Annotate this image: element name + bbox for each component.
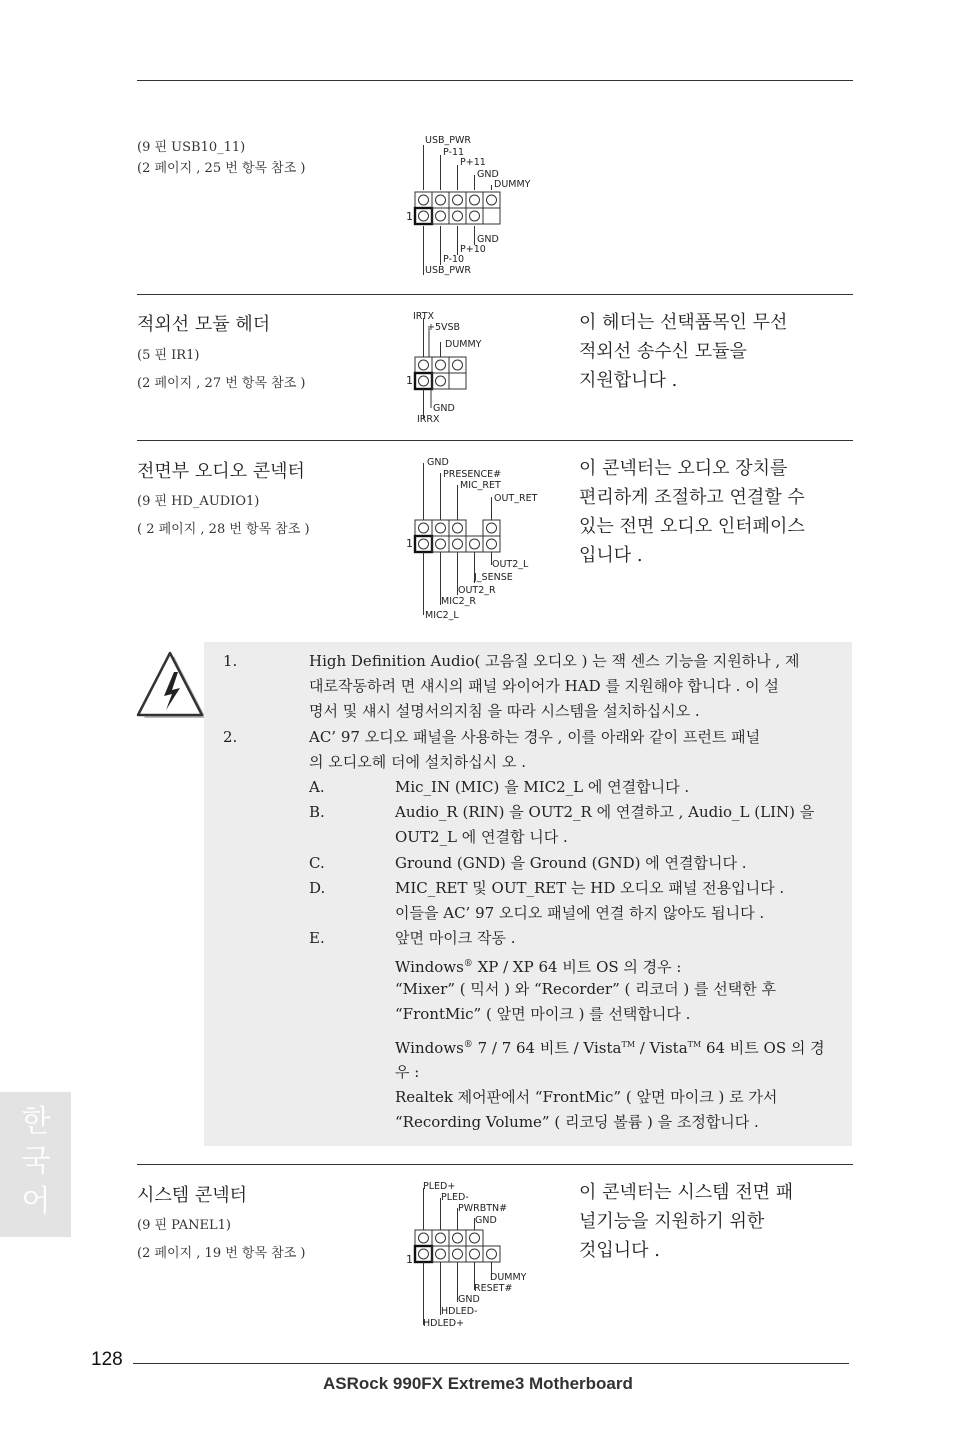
panel-pin-label: HDLED+ (423, 1318, 465, 1329)
language-tab (0, 1092, 71, 1237)
panel-pin-label: PLED- (441, 1192, 469, 1203)
audio-pin-label: GND (427, 457, 449, 468)
note-sub-label: C. (309, 854, 325, 872)
audio-pin-label: PRESENCE# (443, 469, 502, 480)
note-text: OUT2_L 에 연결합 니다 . (395, 828, 568, 846)
language-tab-char: 한 (21, 1104, 51, 1139)
note-text: Ground (GND) 을 Ground (GND) 에 연결합니다 . (395, 854, 747, 872)
ir-description (579, 308, 787, 395)
note-text: “Recording Volume” ( 리코딩 볼륨 ) 을 조정합니다 . (395, 1113, 759, 1131)
windows-label: Windows (395, 1039, 464, 1057)
panel-desc-line: 것입니다 . (579, 1240, 660, 1261)
usb-pin-one: 1 (406, 210, 413, 223)
ir-section-title: 적외선 모듈 헤더 (137, 314, 271, 335)
os-text: / Vista (635, 1039, 688, 1057)
audio-pin-label: MIC2_L (425, 610, 459, 621)
section-divider (137, 294, 853, 295)
audio-pin-label: OUT2_R (458, 585, 496, 596)
note-text: 이들을 AC’ 97 오디오 패널에 연결 하지 않아도 됩니다 . (395, 904, 765, 922)
os-text: 64 비트 OS 의 경 (701, 1039, 825, 1057)
usb-pin-label: GND (477, 234, 499, 245)
ir-pin-info: (5 핀 IR1) (137, 348, 200, 363)
note-text: “FrontMic” ( 앞면 마이크 ) 를 선택합니다 . (395, 1005, 691, 1023)
audio-desc-line: 이 콘넥터는 오디오 장치를 (579, 458, 788, 479)
note-number: 2. (223, 728, 238, 746)
ir-desc-line: 지원합니다 . (579, 370, 678, 391)
panel-desc-line: 널기능을 지원하기 위한 (579, 1211, 765, 1232)
ir-pin-label: DUMMY (445, 339, 482, 350)
note-text: High Definition Audio( 고음질 오디오 ) 는 잭 센스 기능을 지원하나 , 제 (309, 652, 800, 670)
registered-mark: ® (463, 959, 473, 969)
panel-pin-one: 1 (406, 1253, 413, 1266)
registered-mark: ® (463, 1040, 473, 1050)
panel-page-ref: (2 페이지 , 19 번 항목 참조 ) (137, 1246, 306, 1261)
usb-pin-info: (9 핀 USB10_11) (137, 140, 246, 155)
note-text: Audio_R (RIN) 을 OUT2_R 에 연결하고 , Audio_L (LIN) 을 (395, 803, 815, 821)
audio-pin-label: J_SENSE (474, 572, 513, 583)
panel-pin-label: PWRBTN# (458, 1203, 508, 1214)
panel-pin-label: PLED+ (423, 1181, 456, 1192)
ir-pin-label: IRTX (413, 311, 435, 322)
note-text: 대로작동하려 면 섀시의 패널 와이어가 HAD 를 지원해야 합니다 . 이 설 (309, 677, 779, 695)
ir-desc-line: 적외선 송수신 모듈을 (579, 341, 747, 362)
trademark-mark: TM (621, 1040, 636, 1049)
panel-pin-label: DUMMY (490, 1272, 527, 1283)
section-divider (137, 440, 853, 441)
ir-pin-label: GND (433, 403, 455, 414)
os-text: XP / XP 64 비트 OS 의 경우 : (472, 958, 682, 976)
note-text: MIC_RET 및 OUT_RET 는 HD 오디오 패널 전용입니다 . (395, 879, 785, 897)
audio-pin-label: OUT_RET (494, 493, 538, 504)
audio-page-ref: ( 2 페이지 , 28 번 항목 참조 ) (137, 522, 310, 537)
note-text: 앞면 마이크 작동 . (395, 929, 516, 947)
usb-page-ref: (2 페이지 , 25 번 항목 참조 ) (137, 161, 306, 176)
usb-pin-label: P-10 (443, 254, 465, 265)
page-number: 128 (91, 1349, 123, 1370)
section-divider (137, 1164, 853, 1165)
note-text (395, 956, 681, 976)
usb-pin-label: P+11 (460, 157, 486, 168)
panel-pin-label: GND (475, 1215, 497, 1226)
language-tab-label (10, 1102, 62, 1222)
audio-pin-label: MIC2_R (441, 596, 477, 607)
audio-description (579, 454, 805, 570)
audio-pin-label: OUT2_L (492, 559, 529, 570)
note-sub-label: D. (309, 879, 326, 897)
panel-pin-label: RESET# (474, 1283, 513, 1294)
panel-desc-line: 이 콘넥터는 시스템 전면 패 (579, 1182, 794, 1203)
audio-desc-line: 편리하게 조절하고 연결할 수 (579, 487, 805, 508)
usb-pin-label: GND (477, 169, 499, 180)
footer-title: ASRock 990FX Extreme3 Motherboard (323, 1374, 633, 1393)
note-sub-label: A. (309, 778, 325, 796)
note-text: AC’ 97 오디오 패널을 사용하는 경우 , 이를 아래와 같이 프런트 패널 (309, 728, 761, 746)
note-text: 명서 및 섀시 설명서의지침 을 따라 시스템을 설치하십시오 . (309, 702, 700, 720)
usb-pin-label: DUMMY (494, 179, 531, 190)
note-text: 의 오디오헤 더에 설치하십시 오 . (309, 753, 526, 771)
note-text (395, 1036, 825, 1057)
note-text: 우 : (395, 1063, 420, 1081)
usb-pin-label: P+10 (460, 244, 486, 255)
audio-desc-line: 입니다 . (579, 545, 643, 566)
note-text: Mic_IN (MIC) 을 MIC2_L 에 연결합니다 . (395, 778, 690, 796)
os-text: 7 / 7 64 비트 / Vista (472, 1039, 622, 1057)
panel-pin-label: GND (458, 1294, 480, 1305)
language-tab-char: 어 (21, 1184, 51, 1219)
usb-pin-label: P-11 (443, 147, 465, 158)
audio-pin-label: MIC_RET (460, 480, 501, 491)
note-sub-label: E. (309, 929, 325, 947)
audio-pin-one: 1 (406, 537, 413, 550)
ir-desc-line: 이 헤더는 선택품목인 무선 (579, 312, 788, 333)
trademark-mark: TM (687, 1040, 702, 1049)
audio-desc-line: 있는 전면 오디오 인터페이스 (579, 516, 805, 537)
note-sub-label: B. (309, 803, 325, 821)
note-number: 1. (223, 652, 238, 670)
footer-rule (133, 1363, 849, 1364)
audio-pin-info: (9 핀 HD_AUDIO1) (137, 494, 260, 509)
windows-label: Windows (395, 958, 464, 976)
warning-icon (134, 650, 210, 722)
panel-pin-info: (9 핀 PANEL1) (137, 1218, 231, 1233)
ir-pin-label: IRRX (417, 414, 440, 425)
usb-pin-label: USB_PWR (425, 135, 471, 146)
top-rule (137, 80, 853, 81)
audio-section-title: 전면부 오디오 콘넥터 (137, 461, 305, 482)
usb-pin-label: USB_PWR (425, 265, 471, 276)
panel-section-title: 시스템 콘넥터 (137, 1185, 248, 1206)
note-text: “Mixer” ( 믹서 ) 와 “Recorder” ( 리코더 ) 를 선택한 후 (395, 980, 777, 998)
panel-pin-label: HDLED- (441, 1306, 478, 1317)
ir-pin-label: +5VSB (427, 322, 461, 333)
panel-description (579, 1178, 793, 1265)
ir-pin-one: 1 (406, 374, 413, 387)
note-text: Realtek 제어판에서 “FrontMic” ( 앞면 마이크 ) 로 가서 (395, 1088, 778, 1106)
ir-page-ref: (2 페이지 , 27 번 항목 참조 ) (137, 376, 306, 391)
language-tab-char: 국 (21, 1144, 51, 1179)
